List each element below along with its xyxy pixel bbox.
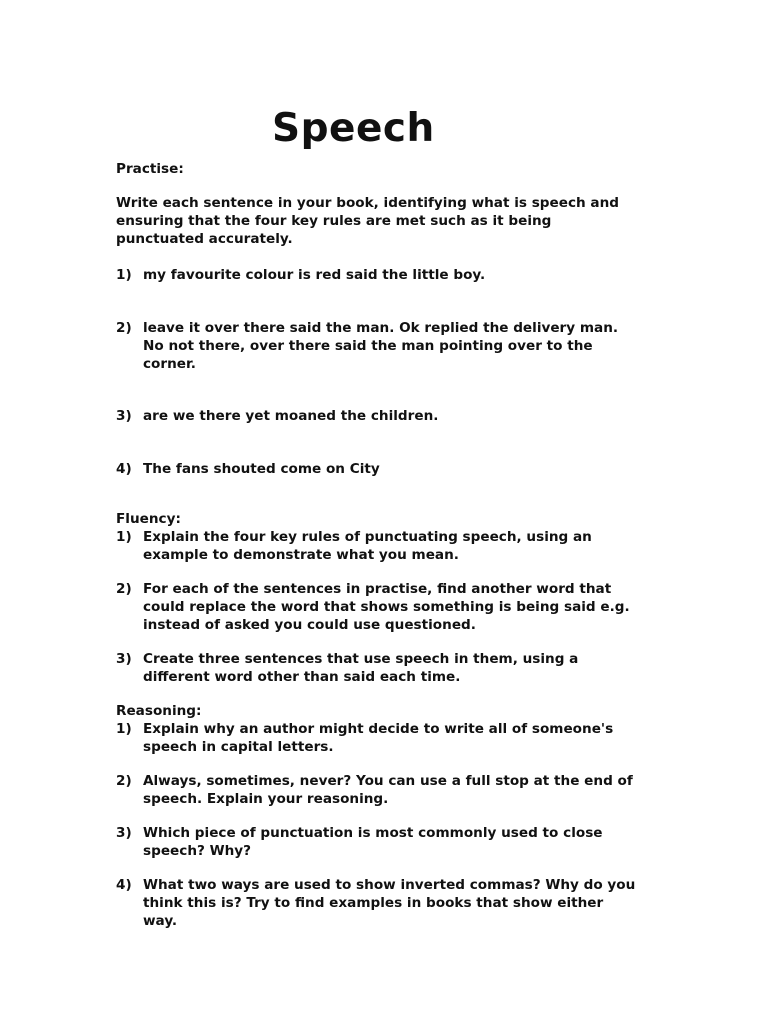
- fluency-item-2: [116, 580, 636, 634]
- fluency-item-1: [116, 528, 636, 564]
- practise-list: [116, 266, 636, 478]
- item-text: Create three sentences that use speech in them, using a different word other than said each time.: [143, 651, 579, 685]
- practise-item-2: [116, 319, 636, 373]
- item-text: For each of the sentences in practise, find another word that could replace the word that shows something is being said e.g. instead of asked you could use questioned.: [143, 581, 630, 633]
- reasoning-section: [116, 702, 636, 930]
- fluency-list: [116, 528, 636, 686]
- practise-item-3: [116, 407, 636, 425]
- item-number: 4): [116, 461, 132, 477]
- fluency-heading: Fluency:: [116, 511, 181, 527]
- item-number: 2): [116, 581, 132, 597]
- fluency-section: [116, 510, 636, 686]
- item-number: 4): [116, 877, 132, 893]
- item-number: 3): [116, 825, 132, 841]
- page-title: Speech: [272, 106, 435, 151]
- item-text: What two ways are used to show inverted commas? Why do you think this is? Try to find examples in books that show either way.: [143, 877, 636, 929]
- practise-heading: Practise:: [116, 161, 184, 177]
- reasoning-list: [116, 720, 636, 930]
- item-text: Always, sometimes, never? You can use a full stop at the end of speech. Explain your reasoning.: [143, 773, 633, 807]
- item-text: are we there yet moaned the children.: [143, 408, 439, 424]
- reasoning-heading: Reasoning:: [116, 703, 202, 719]
- item-number: 1): [116, 267, 132, 283]
- practise-item-1: [116, 266, 636, 284]
- item-number: 3): [116, 408, 132, 424]
- item-text: Explain why an author might decide to write all of someone's speech in capital letters.: [143, 721, 614, 755]
- item-number: 1): [116, 721, 132, 737]
- item-text: The fans shouted come on City: [143, 461, 380, 477]
- item-text: Which piece of punctuation is most commonly used to close speech? Why?: [143, 825, 603, 859]
- item-text: Explain the four key rules of punctuating speech, using an example to demonstrate what you mean.: [143, 529, 592, 563]
- worksheet-content: [116, 160, 636, 933]
- item-number: 2): [116, 320, 132, 336]
- practise-item-4: [116, 460, 636, 478]
- item-number: 3): [116, 651, 132, 667]
- reasoning-item-1: [116, 720, 636, 756]
- item-text: leave it over there said the man. Ok replied the delivery man. No not there, over there said the man pointing over to the corner.: [143, 320, 619, 372]
- practise-section: [116, 160, 636, 478]
- fluency-item-3: [116, 650, 636, 686]
- item-number: 2): [116, 773, 132, 789]
- reasoning-item-3: [116, 824, 636, 860]
- reasoning-item-4: [116, 876, 636, 930]
- practise-instructions: Write each sentence in your book, identifying what is speech and ensuring that the four key rules are met such as it being punctuated accurately.: [116, 195, 620, 247]
- item-number: 1): [116, 529, 132, 545]
- item-text: my favourite colour is red said the little boy.: [143, 267, 486, 283]
- reasoning-item-2: [116, 772, 636, 808]
